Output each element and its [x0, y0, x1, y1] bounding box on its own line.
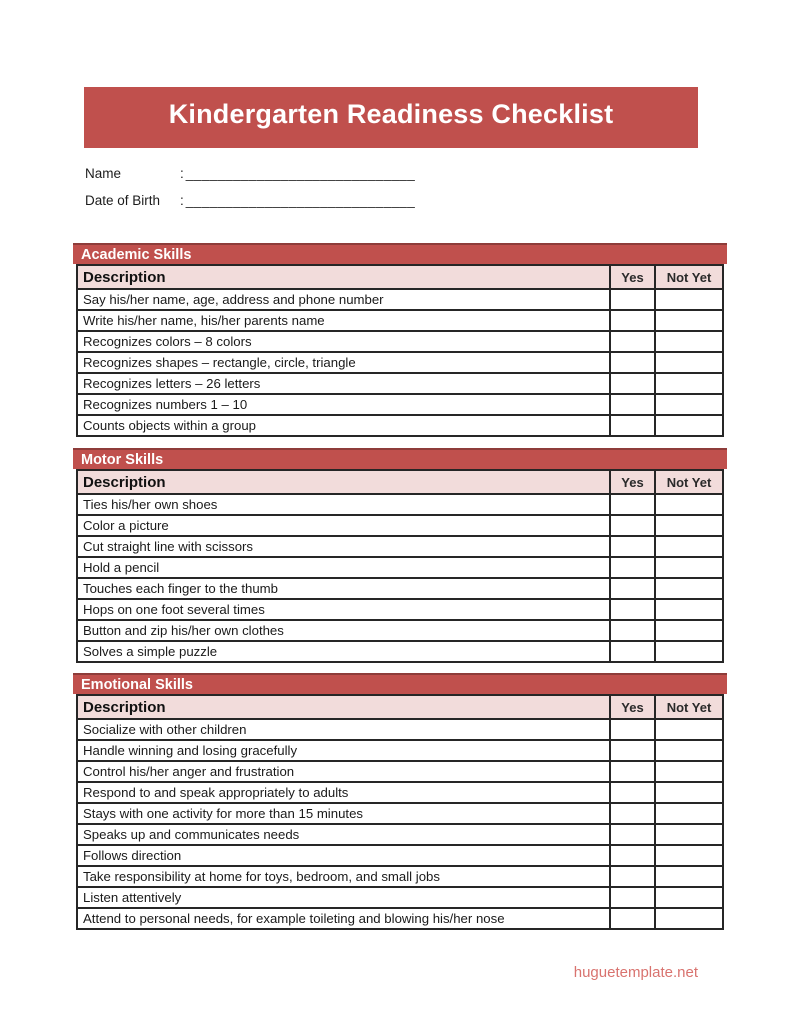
skill-description: Hops on one foot several times	[77, 599, 610, 620]
table-row	[77, 761, 723, 782]
skill-description: Touches each finger to the thumb	[77, 578, 610, 599]
table-row	[77, 782, 723, 803]
column-header-description: Description	[77, 470, 610, 494]
column-header-description: Description	[77, 265, 610, 289]
column-header-not-yet: Not Yet	[655, 265, 723, 289]
not-yet-cell[interactable]	[655, 803, 723, 824]
skill-description: Attend to personal needs, for example toileting and blowing his/her nose	[77, 908, 610, 929]
skills-table	[76, 264, 724, 437]
skill-description: Follows direction	[77, 845, 610, 866]
yes-cell[interactable]	[610, 599, 655, 620]
identity-fields	[85, 166, 415, 220]
not-yet-cell[interactable]	[655, 415, 723, 436]
not-yet-cell[interactable]	[655, 719, 723, 740]
yes-cell[interactable]	[610, 866, 655, 887]
header-row	[77, 470, 723, 494]
not-yet-cell[interactable]	[655, 536, 723, 557]
not-yet-cell[interactable]	[655, 578, 723, 599]
skill-description: Write his/her name, his/her parents name	[77, 310, 610, 331]
footer-site-link[interactable]: huguetemplate.net	[573, 964, 698, 981]
yes-cell[interactable]	[610, 331, 655, 352]
not-yet-cell[interactable]	[655, 620, 723, 641]
table-row	[77, 373, 723, 394]
yes-cell[interactable]	[610, 415, 655, 436]
not-yet-cell[interactable]	[655, 599, 723, 620]
title-banner	[84, 87, 698, 148]
yes-cell[interactable]	[610, 719, 655, 740]
section-title: Emotional Skills	[73, 673, 727, 694]
skill-description: Control his/her anger and frustration	[77, 761, 610, 782]
yes-cell[interactable]	[610, 620, 655, 641]
yes-cell[interactable]	[610, 289, 655, 310]
table-row	[77, 641, 723, 662]
yes-cell[interactable]	[610, 887, 655, 908]
yes-cell[interactable]	[610, 761, 655, 782]
not-yet-cell[interactable]	[655, 761, 723, 782]
section-emotional-skills	[76, 673, 724, 930]
table-row	[77, 394, 723, 415]
not-yet-cell[interactable]	[655, 494, 723, 515]
not-yet-cell[interactable]	[655, 331, 723, 352]
skill-description: Cut straight line with scissors	[77, 536, 610, 557]
table-row	[77, 620, 723, 641]
skill-description: Solves a simple puzzle	[77, 641, 610, 662]
table-row	[77, 740, 723, 761]
table-row	[77, 578, 723, 599]
skill-description: Recognizes letters – 26 letters	[77, 373, 610, 394]
skill-description: Color a picture	[77, 515, 610, 536]
not-yet-cell[interactable]	[655, 908, 723, 929]
yes-cell[interactable]	[610, 740, 655, 761]
skill-description: Ties his/her own shoes	[77, 494, 610, 515]
yes-cell[interactable]	[610, 578, 655, 599]
page-title: Kindergarten Readiness Checklist	[168, 99, 614, 129]
yes-cell[interactable]	[610, 310, 655, 331]
not-yet-cell[interactable]	[655, 740, 723, 761]
not-yet-cell[interactable]	[655, 866, 723, 887]
skill-description: Socialize with other children	[77, 719, 610, 740]
column-header-yes: Yes	[610, 695, 655, 719]
table-row	[77, 494, 723, 515]
name-label: Name	[85, 166, 122, 181]
column-header-yes: Yes	[610, 265, 655, 289]
column-header-yes: Yes	[610, 470, 655, 494]
skills-table	[76, 469, 724, 663]
table-row	[77, 866, 723, 887]
not-yet-cell[interactable]	[655, 394, 723, 415]
table-row	[77, 803, 723, 824]
skill-description: Counts objects within a group	[77, 415, 610, 436]
yes-cell[interactable]	[610, 557, 655, 578]
yes-cell[interactable]	[610, 908, 655, 929]
table-row	[77, 331, 723, 352]
not-yet-cell[interactable]	[655, 845, 723, 866]
not-yet-cell[interactable]	[655, 289, 723, 310]
table-row	[77, 887, 723, 908]
yes-cell[interactable]	[610, 536, 655, 557]
skill-description: Button and zip his/her own clothes	[77, 620, 610, 641]
yes-cell[interactable]	[610, 803, 655, 824]
column-header-description: Description	[77, 695, 610, 719]
header-row	[77, 695, 723, 719]
table-row	[77, 908, 723, 929]
skill-description: Handle winning and losing gracefully	[77, 740, 610, 761]
table-row	[77, 557, 723, 578]
yes-cell[interactable]	[610, 845, 655, 866]
name-field-row	[85, 166, 415, 193]
column-header-not-yet: Not Yet	[655, 695, 723, 719]
table-row	[77, 536, 723, 557]
table-row	[77, 599, 723, 620]
skill-description: Recognizes numbers 1 – 10	[77, 394, 610, 415]
dob-colon: :	[180, 193, 184, 208]
skills-table	[76, 694, 724, 930]
yes-cell[interactable]	[610, 641, 655, 662]
yes-cell[interactable]	[610, 394, 655, 415]
name-colon: :	[180, 166, 184, 181]
not-yet-cell[interactable]	[655, 782, 723, 803]
not-yet-cell[interactable]	[655, 373, 723, 394]
dob-field-row	[85, 193, 415, 220]
yes-cell[interactable]	[610, 373, 655, 394]
table-row	[77, 845, 723, 866]
skill-description: Recognizes shapes – rectangle, circle, triangle	[77, 352, 610, 373]
not-yet-cell[interactable]	[655, 887, 723, 908]
not-yet-cell[interactable]	[655, 824, 723, 845]
section-title: Academic Skills	[73, 243, 727, 264]
table-row	[77, 310, 723, 331]
skill-description: Say his/her name, age, address and phone number	[77, 289, 610, 310]
yes-cell[interactable]	[610, 824, 655, 845]
not-yet-cell[interactable]	[655, 557, 723, 578]
section-title: Motor Skills	[73, 448, 727, 469]
yes-cell[interactable]	[610, 352, 655, 373]
not-yet-cell[interactable]	[655, 515, 723, 536]
table-row	[77, 289, 723, 310]
yes-cell[interactable]	[610, 515, 655, 536]
header-row	[77, 265, 723, 289]
dob-label: Date of Birth	[85, 193, 161, 208]
skill-description: Speaks up and communicates needs	[77, 824, 610, 845]
section-motor-skills	[76, 448, 724, 663]
skill-description: Respond to and speak appropriately to adults	[77, 782, 610, 803]
table-row	[77, 719, 723, 740]
column-header-not-yet: Not Yet	[655, 470, 723, 494]
skill-description: Listen attentively	[77, 887, 610, 908]
table-row	[77, 415, 723, 436]
not-yet-cell[interactable]	[655, 641, 723, 662]
section-academic-skills	[76, 243, 724, 437]
table-row	[77, 824, 723, 845]
skill-description: Hold a pencil	[77, 557, 610, 578]
not-yet-cell[interactable]	[655, 310, 723, 331]
table-row	[77, 352, 723, 373]
not-yet-cell[interactable]	[655, 352, 723, 373]
skill-description: Take responsibility at home for toys, bedroom, and small jobs	[77, 866, 610, 887]
skill-description: Stays with one activity for more than 15 minutes	[77, 803, 610, 824]
name-blank-line[interactable]: _____________________________	[185, 166, 416, 181]
dob-blank-line[interactable]: _____________________________	[185, 193, 416, 208]
yes-cell[interactable]	[610, 494, 655, 515]
table-row	[77, 515, 723, 536]
skill-description: Recognizes colors – 8 colors	[77, 331, 610, 352]
yes-cell[interactable]	[610, 782, 655, 803]
